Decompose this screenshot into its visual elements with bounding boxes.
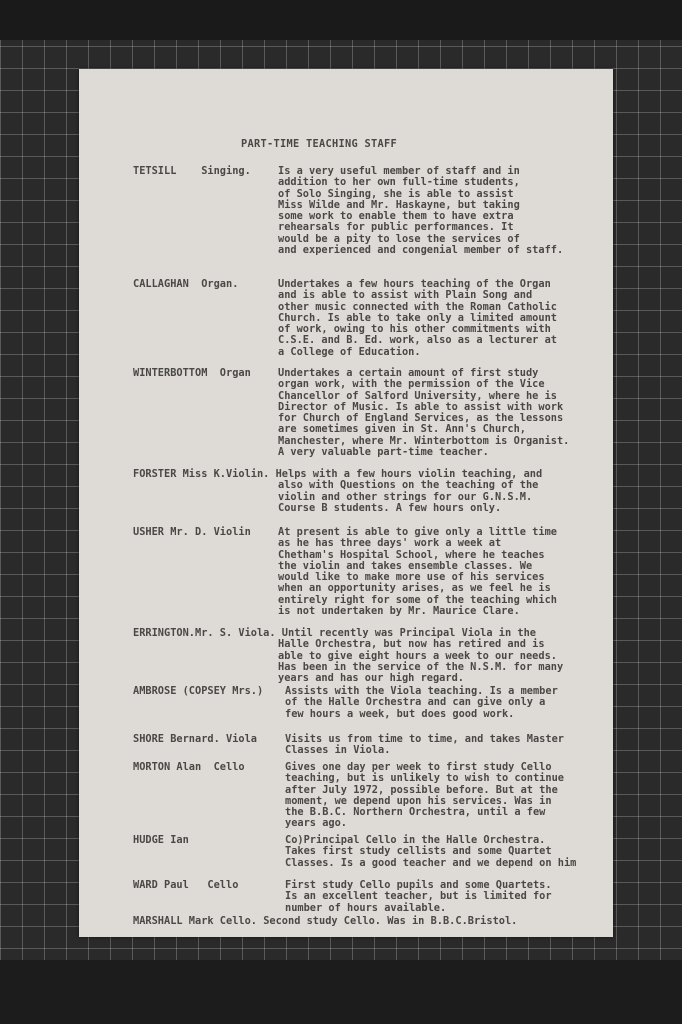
staff-name: TETSILL Singing.: [133, 165, 251, 177]
text-line: Assists with the Viola teaching. Is a member: [285, 685, 558, 697]
text-line: Manchester, where Mr. Winterbottom is Organist.: [278, 434, 570, 447]
text-line: of Solo Singing, she is able to assist: [278, 187, 514, 200]
staff-name: SHORE Bernard. Viola: [133, 733, 257, 745]
text-line: of the Halle Orchestra and can give only a: [285, 696, 546, 709]
text-line: years ago.: [285, 817, 347, 830]
staff-entry: [133, 166, 595, 256]
text-line: would be a pity to lose the services of: [278, 232, 520, 245]
text-line: of work, owing to his other commitments with: [278, 323, 551, 336]
text-line: the violin and takes ensemble classes. We: [278, 559, 533, 572]
text-line: rehearsals for public performances. It: [278, 221, 514, 234]
staff-entry: [133, 368, 595, 458]
text-line: as he has three days' work a week at: [278, 537, 502, 550]
staff-description: [278, 639, 595, 684]
staff-entry: [133, 916, 595, 927]
text-line: Chetham's Hospital School, where he teaches: [278, 548, 545, 561]
staff-description-start: Until recently was Principal Viola in the: [281, 627, 536, 639]
document-page: [79, 69, 613, 937]
staff-description: [285, 835, 595, 869]
staff-name: HUDGE Ian: [133, 834, 189, 846]
text-line: Course B students. A few hours only.: [278, 501, 502, 514]
staff-description-start: Helps with a few hours violin teaching, and: [275, 468, 543, 480]
text-line: Classes. Is a good teacher and we depend on him: [285, 856, 577, 869]
text-line: entirely right for some of the teaching which: [278, 593, 557, 606]
text-line: organ work, with the permission of the Vice: [278, 378, 545, 391]
text-line: years and has our high regard.: [278, 672, 464, 685]
text-line: moment, we depend upon his services. Was in: [285, 794, 552, 807]
staff-description: [278, 279, 595, 358]
text-line: addition to her own full-time students,: [278, 176, 520, 189]
text-line: a College of Education.: [278, 345, 421, 358]
text-line: At present is able to give only a little time: [278, 526, 557, 538]
staff-entry-first-line: [133, 916, 595, 927]
staff-entry: [133, 279, 595, 358]
text-line: also with Questions on the teaching of the: [278, 479, 539, 492]
staff-name: MARSHALL Mark Cello.: [133, 915, 257, 927]
text-line: number of hours available.: [285, 901, 447, 914]
staff-name: WINTERBOTTOM Organ: [133, 367, 251, 379]
staff-name: USHER Mr. D. Violin: [133, 526, 251, 538]
staff-entry: [133, 628, 595, 684]
staff-name: FORSTER Miss K.Violin.: [133, 468, 270, 480]
staff-name: MORTON Alan Cello: [133, 761, 245, 773]
staff-description: [285, 880, 595, 914]
text-line: Visits us from time to time, and takes Master: [285, 733, 564, 745]
text-line: for Church of England Services, as the lessons: [278, 412, 564, 425]
staff-name: CALLAGHAN Organ.: [133, 278, 239, 290]
text-line: Director of Music. Is able to assist with work: [278, 400, 564, 413]
text-line: when an opportunity arises, as we feel he is: [278, 582, 551, 595]
text-line: the B.B.C. Northern Orchestra, until a few: [285, 806, 546, 819]
text-line: and is able to assist with Plain Song and: [278, 289, 533, 302]
text-line: A very valuable part-time teacher.: [278, 446, 489, 459]
staff-entry: [133, 835, 595, 869]
background-top-band: [0, 0, 682, 40]
page-title: PART-TIME TEACHING STAFF: [241, 138, 397, 150]
background-bottom-band: [0, 960, 682, 1024]
text-line: Has been in the service of the N.S.M. for many: [278, 660, 564, 673]
staff-entry: [133, 762, 595, 830]
staff-name: AMBROSE (COPSEY Mrs.): [133, 685, 264, 697]
text-line: C.S.E. and B. Ed. work, also as a lecturer at: [278, 334, 557, 347]
staff-description-start: Second study Cello. Was in B.B.C.Bristol.: [263, 915, 518, 927]
text-line: Is a very useful member of staff and in: [278, 165, 520, 177]
staff-entry: [133, 469, 595, 514]
text-line: Miss Wilde and Mr. Haskayne, but taking: [278, 198, 520, 211]
text-line: is not undertaken by Mr. Maurice Clare.: [278, 605, 520, 618]
text-line: Takes first study cellists and some Quartet: [285, 845, 552, 858]
text-line: Gives one day per week to first study Cello: [285, 761, 552, 773]
staff-entry: [133, 734, 595, 757]
text-line: other music connected with the Roman Catholic: [278, 300, 557, 313]
text-line: after July 1972, possible before. But at the: [285, 783, 558, 796]
staff-entry: [133, 527, 595, 617]
staff-name: ERRINGTON.Mr. S. Viola.: [133, 627, 276, 639]
text-line: teaching, but is unlikely to wish to continue: [285, 772, 564, 785]
text-line: Church. Is able to take only a limited amount: [278, 311, 557, 324]
text-line: Classes in Viola.: [285, 744, 391, 757]
text-line: First study Cello pupils and some Quartets.: [285, 879, 552, 891]
text-line: and experienced and congenial member of staff.: [278, 244, 564, 257]
text-line: Halle Orchestra, but now has retired and is: [278, 638, 545, 651]
text-line: Is an excellent teacher, but is limited for: [285, 890, 552, 903]
text-line: Chancellor of Salford University, where he is: [278, 389, 557, 402]
text-line: some work to enable them to have extra: [278, 210, 514, 223]
staff-entry: [133, 686, 595, 720]
text-line: Co)Principal Cello in the Halle Orchestra.: [285, 834, 546, 846]
staff-description: [278, 166, 595, 256]
staff-description: [285, 762, 595, 830]
staff-description: [278, 527, 595, 617]
text-line: are sometimes given in St. Ann's Church,: [278, 423, 526, 436]
staff-description: [285, 734, 595, 757]
staff-description: [285, 686, 595, 720]
text-line: Undertakes a certain amount of first study: [278, 367, 539, 379]
staff-entry: [133, 880, 595, 914]
text-line: Undertakes a few hours teaching of the Organ: [278, 278, 551, 290]
staff-description: [278, 368, 595, 458]
text-line: few hours a week, but does good work.: [285, 707, 515, 720]
text-line: violin and other strings for our G.N.S.M.: [278, 490, 533, 503]
staff-description: [278, 480, 595, 514]
staff-name: WARD Paul Cello: [133, 879, 239, 891]
text-line: able to give eight hours a week to our needs.: [278, 649, 557, 662]
text-line: would like to make more use of his services: [278, 571, 545, 584]
